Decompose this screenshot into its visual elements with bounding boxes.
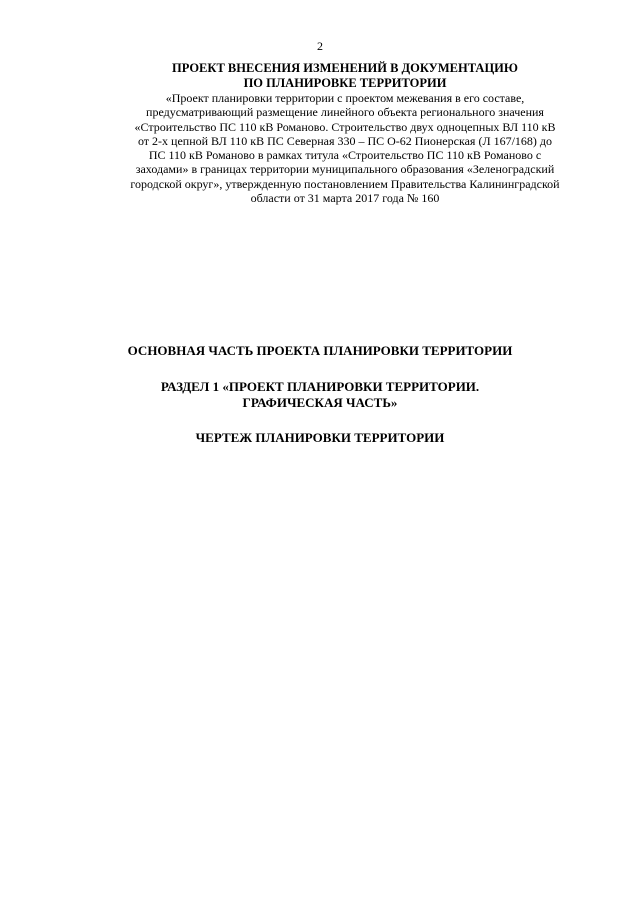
header-title [92, 61, 598, 90]
header-description-line: заходами» в границах территории муниципального образования «Зеленоградский [135, 162, 555, 177]
header-description-line: от 2-х цепной ВЛ 110 кВ ПС Северная 330 – ПС О-62 Пионерская (Л 167/168) до [137, 133, 553, 148]
header-title-line: ПО ПЛАНИРОВКЕ ТЕРРИТОРИИ [243, 75, 447, 90]
page-number: 2 [317, 39, 323, 53]
header-description-line: предусматривающий размещение линейного объекта регионального значения [146, 105, 544, 120]
main-part-title: ОСНОВНАЯ ЧАСТЬ ПРОЕКТА ПЛАНИРОВКИ ТЕРРИТОРИИ [127, 343, 513, 358]
header-description-line: области от 31 марта 2017 года № 160 [250, 191, 440, 206]
document-header [92, 61, 598, 205]
header-description-line: «Строительство ПС 110 кВ Романово. Строительство двух одноцепных ВЛ 110 кВ [134, 119, 556, 134]
section-title-line: ГРАФИЧЕСКАЯ ЧАСТЬ» [242, 395, 398, 410]
header-description [92, 91, 598, 205]
header-description-line: ПС 110 кВ Романово в рамках титула «Строительство ПС 110 кВ Романово с [148, 148, 542, 163]
header-title-line: ПРОЕКТ ВНЕСЕНИЯ ИЗМЕНЕНИЙ В ДОКУМЕНТАЦИЮ [172, 61, 518, 75]
drawing-title: ЧЕРТЕЖ ПЛАНИРОВКИ ТЕРРИТОРИИ [195, 430, 445, 445]
section-title-line: РАЗДЕЛ 1 «ПРОЕКТ ПЛАНИРОВКИ ТЕРРИТОРИИ. [160, 379, 480, 394]
section-title [0, 379, 640, 411]
header-description-line: «Проект планировки территории с проектом межевания в его составе, [165, 91, 525, 105]
header-description-line: городской округ», утвержденную постановлением Правительства Калининградской [130, 176, 560, 191]
